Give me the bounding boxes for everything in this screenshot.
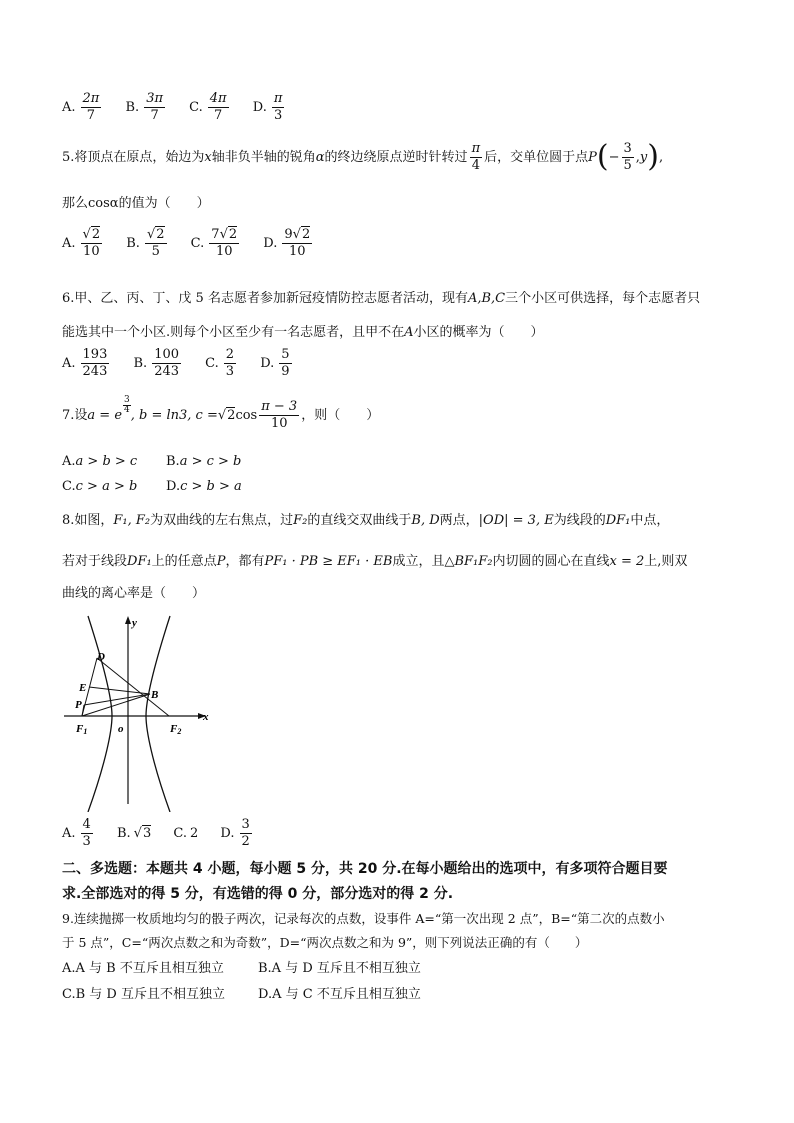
q7-options-row2 bbox=[62, 480, 242, 493]
label-E: E bbox=[79, 682, 87, 694]
q5-stem-line1: 5.将顶点在原点，始边为 x 轴非负半轴的锐角 α 的终边绕原点逆时针转过 $\frac{\pi}{4}$ 后，交单位圆于点 P ( − $\frac{3}{5}$ , y ) , bbox=[62, 139, 664, 175]
label-D: D bbox=[97, 651, 105, 663]
q8-option-c: C. 2 bbox=[173, 825, 199, 841]
q6-stem-line1: 6.甲、乙、丙、丁、戊 5 名志愿者参加新冠疫情防控志愿者活动，现有A,B,C三个小区可供选择，每个志愿者只 bbox=[62, 291, 701, 306]
q7-option-d: D.c > b > a bbox=[166, 479, 242, 494]
q9-stem-line1: 9.连续抛掷一枚质地均匀的骰子两次，记录每次的点数，设事件 A=“第一次出现 2 点”，B=“第二次的点数小 bbox=[62, 911, 665, 926]
q9-option-a: A.A 与 B 不互斥且相互独立 bbox=[62, 961, 224, 976]
q5-option-a: A. $\frac{√2}{10}$ bbox=[62, 227, 101, 259]
label-O: o bbox=[118, 723, 124, 735]
q8-option-a: A. $\frac{4}{3}$ bbox=[62, 817, 91, 849]
q4-option-a: A. $\frac{2\pi}{7}$ bbox=[62, 91, 100, 123]
section-2-heading-line1: 二、多选题：本题共 4 小题，每小题 5 分，共 20 分.在每小题给出的选项中，有多项符合题目要 bbox=[62, 861, 668, 877]
q5-options bbox=[62, 228, 332, 258]
q6-options bbox=[62, 348, 312, 378]
hyperbola-left-branch bbox=[88, 616, 112, 812]
label-F2: F2 bbox=[170, 723, 182, 736]
q9-option-c: C.B 与 D 互斥且不相互独立 bbox=[62, 987, 225, 1002]
q7-option-a: A.a > b > c bbox=[62, 454, 138, 469]
hyperbola-figure bbox=[60, 612, 220, 812]
q4-option-c: C. $\frac{4\pi}{7}$ bbox=[189, 91, 227, 123]
q5-option-d: D. $\frac{9√2}{10}$ bbox=[263, 227, 311, 259]
q8-options bbox=[62, 818, 272, 848]
q9-option-b: B.A 与 D 互斥且不相互独立 bbox=[258, 961, 421, 976]
segment-F1B bbox=[82, 694, 150, 716]
label-y: y bbox=[132, 617, 137, 629]
segment-EB bbox=[89, 687, 150, 694]
q4-option-d: D. $\frac{\pi}{3}$ bbox=[252, 91, 283, 123]
segment-PB bbox=[84, 694, 150, 705]
q6-option-c: C. $\frac{2}{3}$ bbox=[205, 347, 235, 379]
q8-stem-line2: 若对于线段DF₁上的任意点P，都有PF₁ · PB ≥ EF₁ · EB成立，且△BF₁F₂内切圆的圆心在直线x = 2上,则双 bbox=[62, 554, 688, 569]
label-x: x bbox=[203, 711, 209, 723]
q8-option-b: B. √3 bbox=[116, 825, 152, 841]
q9-stem-line2: 于 5 点”，C=“两次点数之和为奇数”，D=“两次点数之和为 9”，则下列说法正确的有（ ） bbox=[62, 935, 588, 950]
q5-option-c: C. $\frac{7√2}{10}$ bbox=[190, 227, 238, 259]
q7-stem: 7.设 a = e 3 4 , b = ln3, c = √2 cos $\frac{\pi - 3}{10}$ ，则（ ） bbox=[62, 394, 380, 431]
q8-option-d: D. $\frac{3}{2}$ bbox=[220, 817, 250, 849]
label-B: B bbox=[151, 689, 159, 701]
label-P: P bbox=[75, 699, 82, 711]
q4-option-b: B. $\frac{3\pi}{7}$ bbox=[125, 91, 164, 123]
q7-options-row1 bbox=[62, 455, 241, 468]
q6-option-d: D. $\frac{5}{9}$ bbox=[260, 347, 290, 379]
q6-option-a: A. $\frac{193}{243}$ bbox=[62, 347, 108, 379]
q6-option-b: B. $\frac{100}{243}$ bbox=[133, 347, 180, 379]
q6-stem-line2: 能选其中一个小区.则每个小区至少有一名志愿者，且甲不在A小区的概率为（ ） bbox=[62, 325, 544, 340]
q9-options-row1 bbox=[62, 962, 421, 975]
q5-stem-line2: 那么cosα的值为（ ） bbox=[62, 196, 210, 211]
q9-option-d: D.A 与 C 不互斥且相互独立 bbox=[258, 987, 421, 1002]
q7-option-b: B.a > c > b bbox=[166, 454, 242, 469]
q8-stem-line1: 8.如图，F₁, F₂为双曲线的左右焦点，过F₂的直线交双曲线于B, D两点，|OD| = 3, E为线段的DF₁中点， bbox=[62, 513, 670, 528]
section-2-heading-line2: 求.全部选对的得 5 分，有选错的得 0 分，部分选对的得 2 分. bbox=[62, 886, 454, 902]
q9-options-row2 bbox=[62, 988, 421, 1001]
label-F1: F1 bbox=[76, 723, 88, 736]
q4-options bbox=[62, 92, 304, 122]
q8-stem-line3: 曲线的离心率是（ ） bbox=[62, 586, 206, 601]
q7-option-c: C.c > a > b bbox=[62, 479, 138, 494]
y-axis-arrow bbox=[125, 616, 131, 624]
q5-option-b: B. $\frac{√2}{5}$ bbox=[126, 227, 165, 259]
